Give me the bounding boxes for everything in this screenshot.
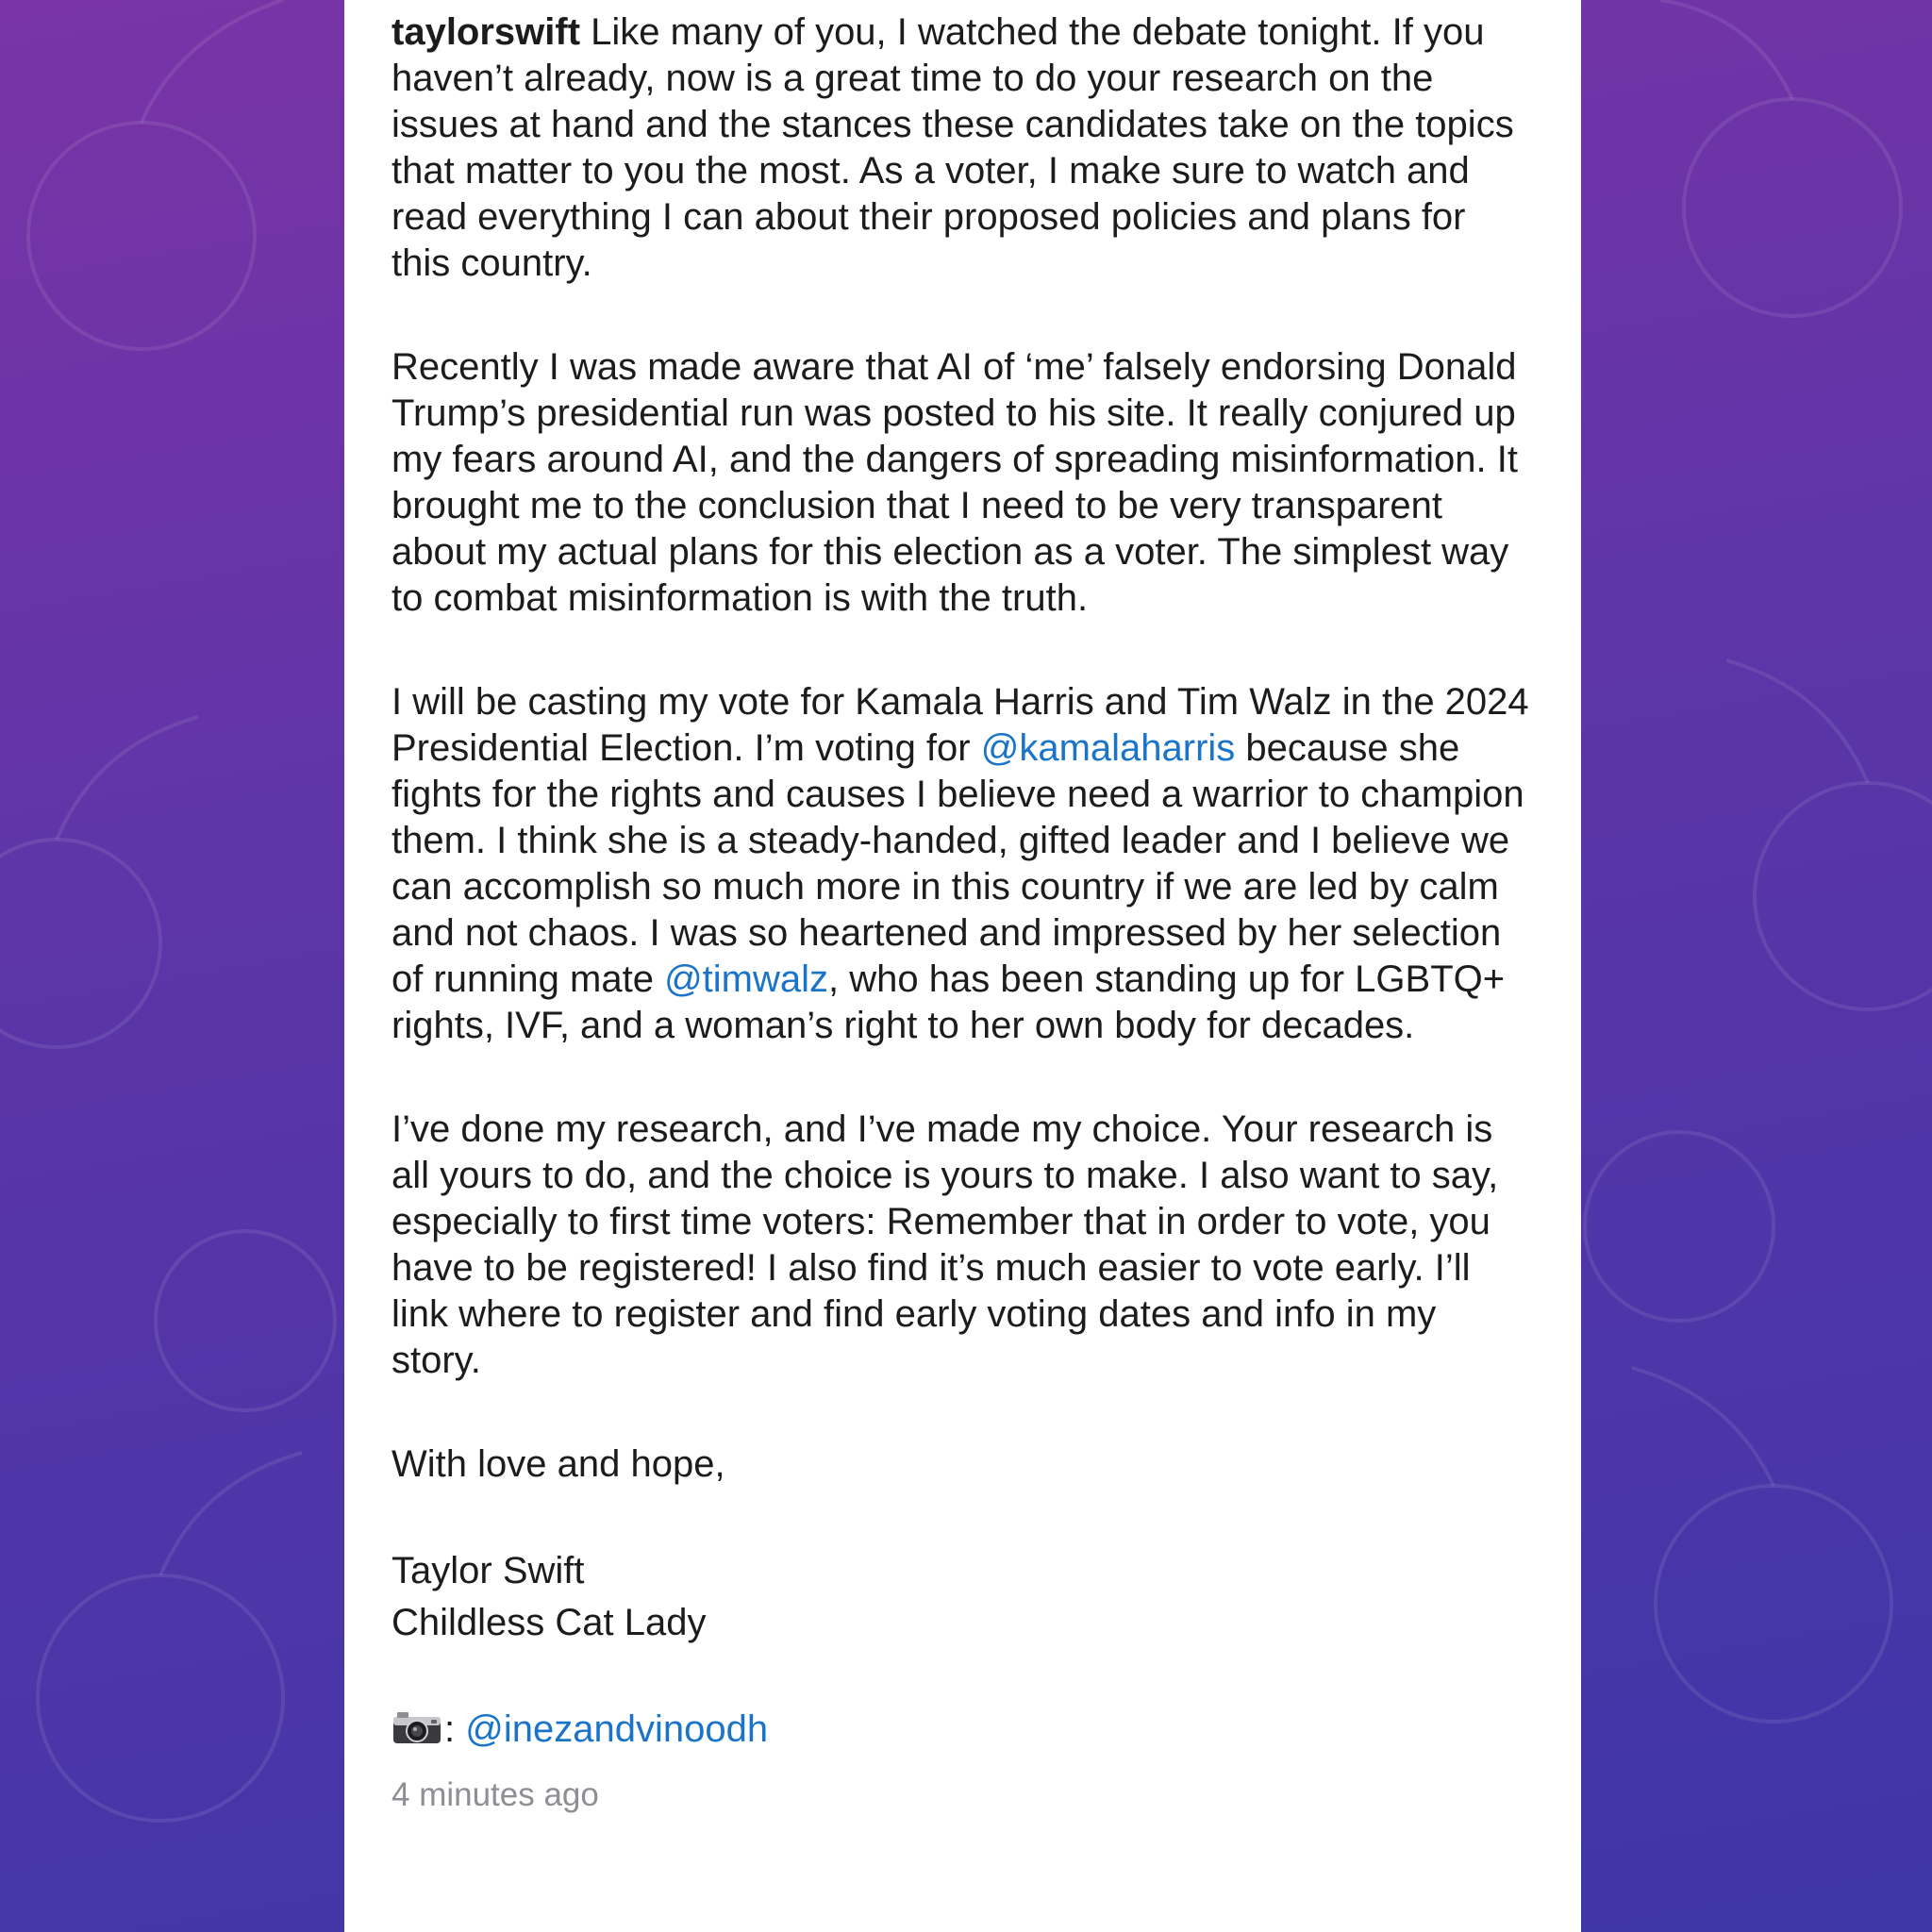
mention-link-timwalz[interactable]: @timwalz <box>664 958 829 1000</box>
camera-icon <box>391 1710 442 1744</box>
post-caption <box>391 9 1534 1818</box>
caption-paragraph-1 <box>391 9 1534 287</box>
credit-separator: : <box>444 1708 456 1750</box>
caption-paragraph-3 <box>391 679 1534 1049</box>
closing-line: With love and hope, <box>391 1443 725 1485</box>
mention-link-inezandvinoodh[interactable]: @inezandvinoodh <box>465 1708 769 1750</box>
caption-paragraph-2: Recently I was made aware that AI of ‘me’ falsely endorsing Donald Trump’s presidential run was posted to his site. It really conjured up my fears around AI, and the dangers of spreading misinformation. It brought me to the conclusion that I need to be very transparent about my actual plans for this election as a voter. The simplest way to combat misinformation is with the truth. <box>391 346 1518 619</box>
photo-credit <box>391 1707 1534 1753</box>
signature-name: Taylor Swift <box>391 1550 585 1591</box>
caption-paragraph-4: I’ve done my research, and I’ve made my choice. Your research is all yours to do, and the choice is yours to make. I also want to say, especially to first time voters: Remember that in order to vote, you have to be registered! I also find it’s much easier to vote early. I’ll link where to register and find early voting dates and info in my story. <box>391 1108 1499 1381</box>
post-timestamp: 4 minutes ago <box>391 1776 599 1813</box>
mention-link-kamalaharris[interactable]: @kamalaharris <box>980 727 1236 769</box>
caption-text: because she fights for the rights and causes I believe need a warrior to champion them. I think she is a steady-handed, gifted leader and I believe we can accomplish so much more in this country if we are led by calm and not chaos. I was so heartened and impressed by her selection of running mate <box>391 727 1524 1000</box>
username-link[interactable]: taylorswift <box>391 11 581 53</box>
signature-title: Childless Cat Lady <box>391 1602 707 1643</box>
caption-text: Like many of you, I watched the debate tonight. If you haven’t already, now is a great time to do your research on the issues at hand and the stances these candidates take on the topics that matter to you the most. As a voter, I make sure to watch and read everything I can about their proposed policies and plans for this country. <box>391 11 1514 284</box>
signature-block <box>391 1545 1534 1649</box>
caption-text: I will be casting my vote for Kamala Harris and Tim Walz in the 2024 Presidential Election. I’m voting for <box>391 681 1529 769</box>
caption-text: , who has been standing up for LGBTQ+ rights, IVF, and a woman’s right to her own body for decades. <box>391 958 1506 1046</box>
post-caption-card <box>344 0 1581 1932</box>
